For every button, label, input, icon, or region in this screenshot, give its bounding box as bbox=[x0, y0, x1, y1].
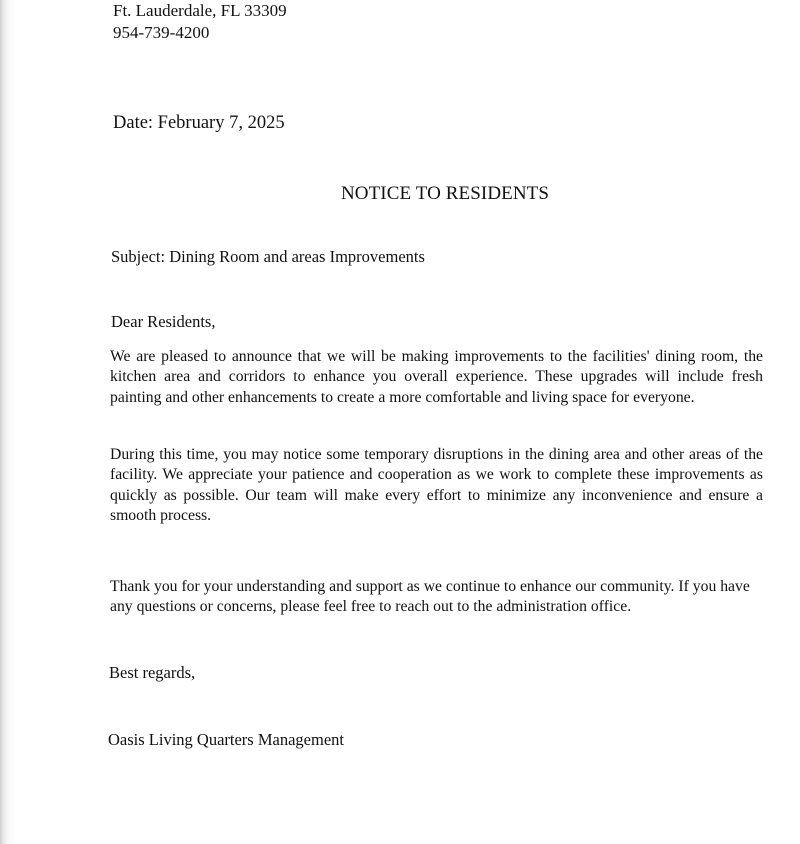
letter-date: Date: February 7, 2025 bbox=[113, 113, 285, 133]
body-paragraph-improvements: We are pleased to announce that we will be making improvements to the facilities' dining room, the kitchen area and corridors to enhance you overall experience. These upgrades will include fresh painting and other enhancements to create a more comfortable and living space for everyone. bbox=[110, 348, 763, 406]
closing: Best regards, bbox=[109, 663, 196, 682]
notice-title: NOTICE TO RESIDENTS bbox=[340, 183, 550, 204]
phone-number: 954-739-4200 bbox=[113, 23, 210, 42]
body-paragraph-disruptions: During this time, you may notice some temporary disruptions in the dining area and other areas of the facility. We appreciate your patience and cooperation as we work to complete these improvements as quickly as possible. Our team will make every effort to minimize any inconvenience and ensure a smooth process. bbox=[110, 446, 763, 524]
address-line: Ft. Lauderdale, FL 33309 bbox=[113, 1, 287, 20]
signature: Oasis Living Quarters Management bbox=[108, 730, 344, 749]
body-paragraph-thanks: Thank you for your understanding and support as we continue to enhance our community. If you have any questions or concerns, please feel free to reach out to the administration office. bbox=[110, 578, 750, 616]
subject-line: Subject: Dining Room and areas Improvements bbox=[111, 247, 425, 266]
salutation: Dear Residents, bbox=[111, 312, 216, 331]
